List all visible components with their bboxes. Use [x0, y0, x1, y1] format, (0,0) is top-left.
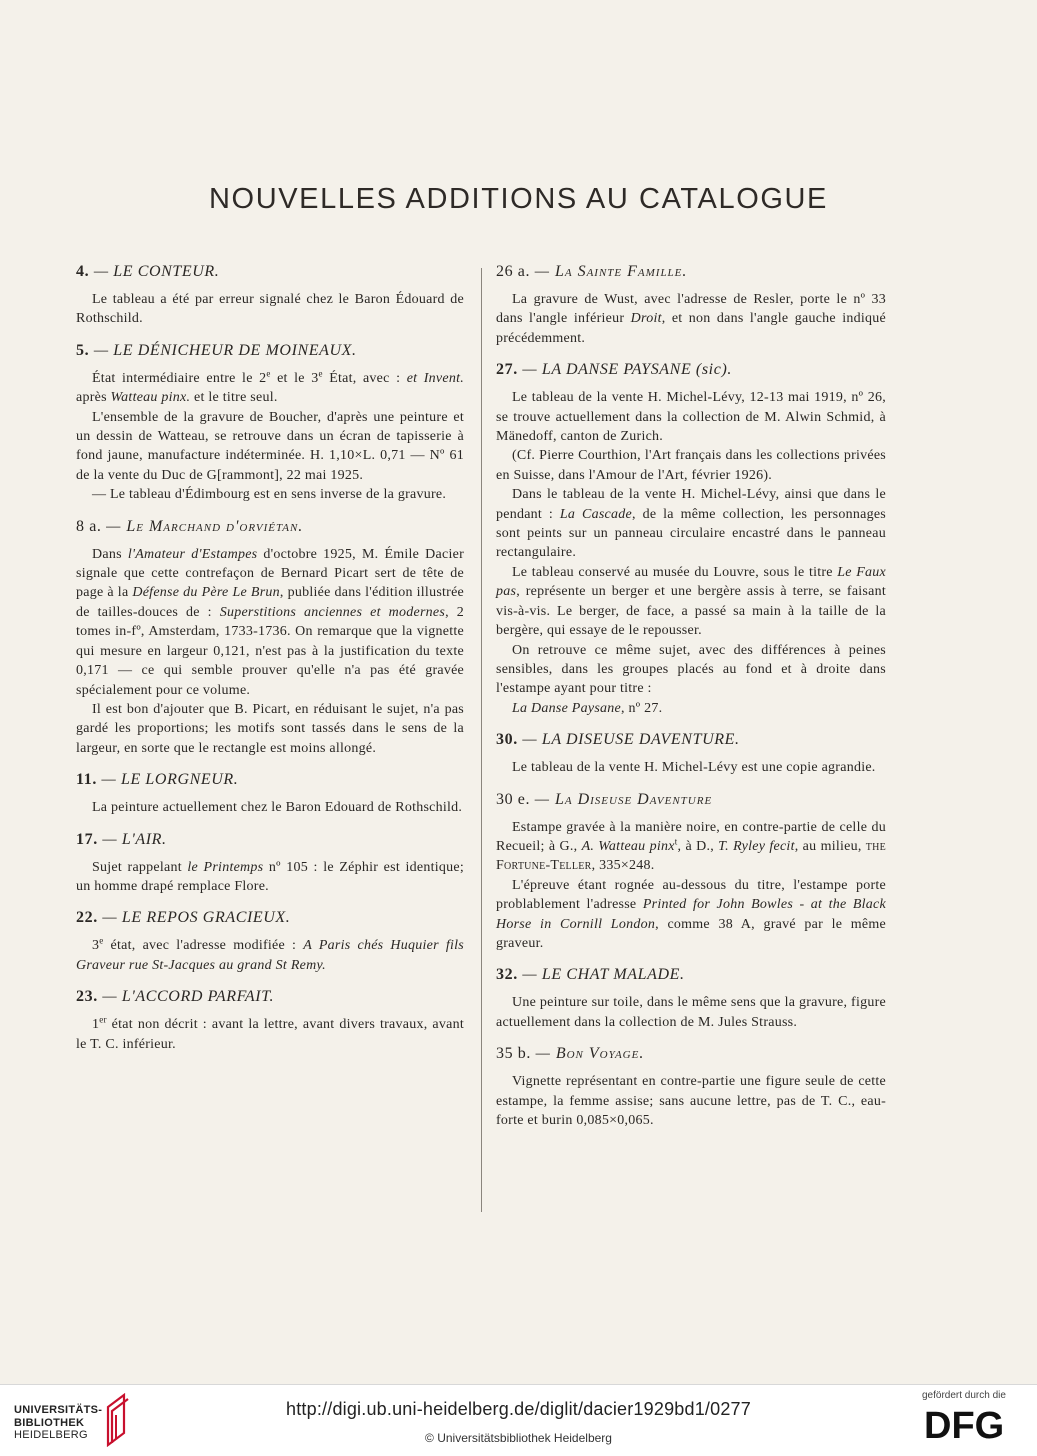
viewer-footer	[0, 1384, 1037, 1456]
entry-text: Vignette représentant en contre-partie une figure seule de cette estampe, la femme assise; sans aucune lettre, pas de T. C., eau-forte et burin 0,085×0,065.	[496, 1074, 886, 1128]
entry-heading	[76, 987, 464, 1007]
dfg-logo-icon[interactable]	[924, 1405, 1020, 1443]
entry-text: L'ensemble de la gravure de Boucher, d'après une peinture et un dessin de Watteau, se retrouve dans un écran de tapisserie à fond jaune, manufacture indéterminée. H. 1,10×L. 0,71 — Nº 61 de la vente du Duc de G[rammont], 22 mai 1925.	[76, 409, 464, 483]
entry-title: — Le Marchand d'orviétan.	[106, 517, 304, 535]
entry-heading	[76, 770, 464, 790]
entry-heading	[76, 262, 464, 282]
entry-heading	[496, 360, 886, 380]
entry-number: 17.	[76, 830, 98, 848]
entry-26a	[496, 262, 886, 348]
entry-heading	[76, 830, 464, 850]
permalink-url[interactable]: http://digi.ub.uni-heidelberg.de/diglit/dacier1929bd1/0277	[286, 1399, 751, 1419]
entry-text: 3e état, avec l'adresse modifiée : A Paris chés Huquier fils Graveur rue St-Jacques au grand St Remy.	[76, 935, 464, 973]
entry-title: — La Sainte Famille.	[534, 263, 688, 280]
entry-4	[76, 262, 464, 329]
entry-title: — LE CHAT MALADE.	[522, 966, 685, 984]
entry-text: Le tableau de la vente H. Michel-Lévy, 12-13 mai 1919, nº 26, se trouve actuellement dans la collection de M. Alwin Schmid, à Mänedoff, canton de Zurich.	[496, 390, 886, 445]
library-name: UNIVERSITÄTS- BIBLIOTHEK HEIDELBERG	[14, 1404, 103, 1441]
entry-heading	[496, 965, 886, 985]
entry-number: 22.	[76, 909, 98, 927]
entry-number: 35 b.	[496, 1045, 531, 1063]
entry-number: 4.	[76, 263, 90, 280]
entry-text: Estampe gravée à la manière noire, en contre-partie de celle du Recueil; à G., A. Watteau pinx$^t$, à D., T. Ryley fecit, au milieu, the Fortune-Teller, 335×248.	[496, 819, 886, 874]
entry-number: 23.	[76, 988, 98, 1006]
entry-text: Le tableau conservé au musée du Louvre, sous le titre Le Faux pas, représente un berger et une bergère assis à terre, se faisant vis-à-vis. Le berger, de face, a passé sa main à la taille de la bergère, qui essaye de le repousser.	[496, 564, 887, 639]
entry-text: — Le tableau d'Édimbourg est en sens inverse de la gravure.	[92, 487, 447, 503]
entry-number: 5.	[76, 341, 90, 359]
entry-8a	[76, 517, 464, 758]
entry-title: — LA DISEUSE DAVENTURE.	[522, 731, 740, 749]
column-divider	[481, 268, 482, 1212]
entry-heading	[76, 341, 464, 361]
entry-number: 8 a.	[76, 517, 102, 535]
entry-heading	[76, 517, 464, 537]
entry-text: Il est bon d'ajouter que B. Picart, en réduisant le sujet, n'a pas gardé les proportions; les motifs sont tassés dans le sens de la largeur, en sorte que le rectangle est moins allongé.	[76, 701, 464, 756]
entry-text: Une peinture sur toile, dans le même sens que la gravure, figure actuellement dans la collection de M. Jules Strauss.	[496, 995, 886, 1030]
entry-text: La gravure de Wust, avec l'adresse de Resler, porte le nº 33 dans l'angle inférieur Droit, et non dans l'angle gauche indiqué précédemment.	[496, 292, 886, 346]
entry-number: 30 e.	[496, 790, 531, 808]
entry-11	[76, 770, 464, 817]
entry-text: Le tableau a été par erreur signalé chez le Baron Édouard de Rothschild.	[76, 292, 464, 327]
right-column	[496, 262, 886, 1142]
entry-30	[496, 730, 886, 777]
entry-text: Sujet rappelant le Printemps nº 105 : le Zéphir est identique; un homme drapé remplace Flore.	[76, 859, 464, 894]
entry-title: — LE CONTEUR.	[93, 263, 220, 280]
entry-22	[76, 908, 464, 975]
entry-32	[496, 965, 886, 1032]
entry-text: 1er état non décrit : avant la lettre, avant divers travaux, avant le T. C. inférieur.	[76, 1014, 464, 1052]
entry-text: L'épreuve étant rognée au-dessous du titre, l'estampe porte problablement l'adresse Printed for John Bowles - at the Black Horse in Cornill London, comme 38 A, gravé par le même graveur.	[496, 877, 886, 951]
entry-35b	[496, 1044, 886, 1130]
entry-17	[76, 830, 464, 897]
entry-title: — Bon Voyage.	[535, 1045, 645, 1063]
entry-number: 27.	[496, 361, 518, 379]
entry-text: Dans le tableau de la vente H. Michel-Lévy, ainsi que dans le pendant : La Cascade, de la même collection, les personnages sont peints sur un panneau circulaire encastré dans le panneau rectangulaire.	[496, 487, 886, 561]
entry-text: Le tableau de la vente H. Michel-Lévy est une copie agrandie.	[512, 760, 876, 776]
copyright-notice: © Universitätsbibliothek Heidelberg	[425, 1431, 612, 1445]
entry-number: 11.	[76, 771, 97, 789]
entry-number: 30.	[496, 731, 518, 749]
entry-5	[76, 341, 464, 505]
funded-by-label: gefördert durch die	[922, 1390, 1006, 1401]
entry-title: — LE LORGNEUR.	[101, 771, 239, 789]
entry-text: La Danse Paysane, nº 27.	[512, 700, 663, 716]
entry-title: — La Diseuse Daventure	[534, 790, 713, 808]
entry-heading	[496, 790, 886, 810]
left-column	[76, 262, 464, 1066]
entry-text: Dans l'Amateur d'Estampes d'octobre 1925, M. Émile Dacier signale que cette contrefaçon de Bernard Picart sert de tête de page à la Défense du Père Le Brun, publiée dans l'édition illustrée de tailles-douces de : Superstitions anciennes et modernes, 2 tomes in-fº, Amsterdam, 1733-1736. On remarque que la vignette qui mesure en largeur 0,121, n'est pas à la justification du texte 0,171 — ce qui semble prouver qu'elle n'a pas été gravée spécialement pour ce volume.	[76, 546, 465, 698]
entry-text: La peinture actuellement chez le Baron Edouard de Rothschild.	[92, 800, 463, 816]
entry-title: — LE REPOS GRACIEUX.	[102, 909, 291, 927]
entry-heading	[76, 908, 464, 928]
entry-title: — LA DANSE PAYSANE (sic).	[522, 361, 732, 379]
entry-title: — L'AIR.	[102, 830, 167, 848]
entry-text: (Cf. Pierre Courthion, l'Art français dans les collections privées en Suisse, dans l'Amour de l'Art, février 1926).	[496, 448, 886, 483]
entry-number: 32.	[496, 966, 518, 984]
entry-heading	[496, 730, 886, 750]
entry-27	[496, 360, 886, 718]
svg-text:DFG: DFG	[924, 1405, 1005, 1443]
page-title: NOUVELLES ADDITIONS AU CATALOGUE	[209, 183, 828, 215]
entry-text: On retrouve ce même sujet, avec des différences à peines sensibles, dans les groupes placés au fond et à droite dans l'estampe ayant pour titre :	[496, 642, 886, 697]
entry-23	[76, 987, 464, 1054]
entry-number: 26 a.	[496, 263, 531, 280]
entry-title: — L'ACCORD PARFAIT.	[102, 988, 275, 1006]
entry-heading	[496, 262, 886, 282]
entry-30e	[496, 790, 886, 954]
entry-heading	[496, 1044, 886, 1064]
entry-title: — LE DÉNICHEUR DE MOINEAUX.	[93, 341, 357, 359]
entry-text: État intermédiaire entre le 2e et le 3e État, avec : et Invent. après Watteau pinx. et le titre seul.	[76, 368, 464, 406]
